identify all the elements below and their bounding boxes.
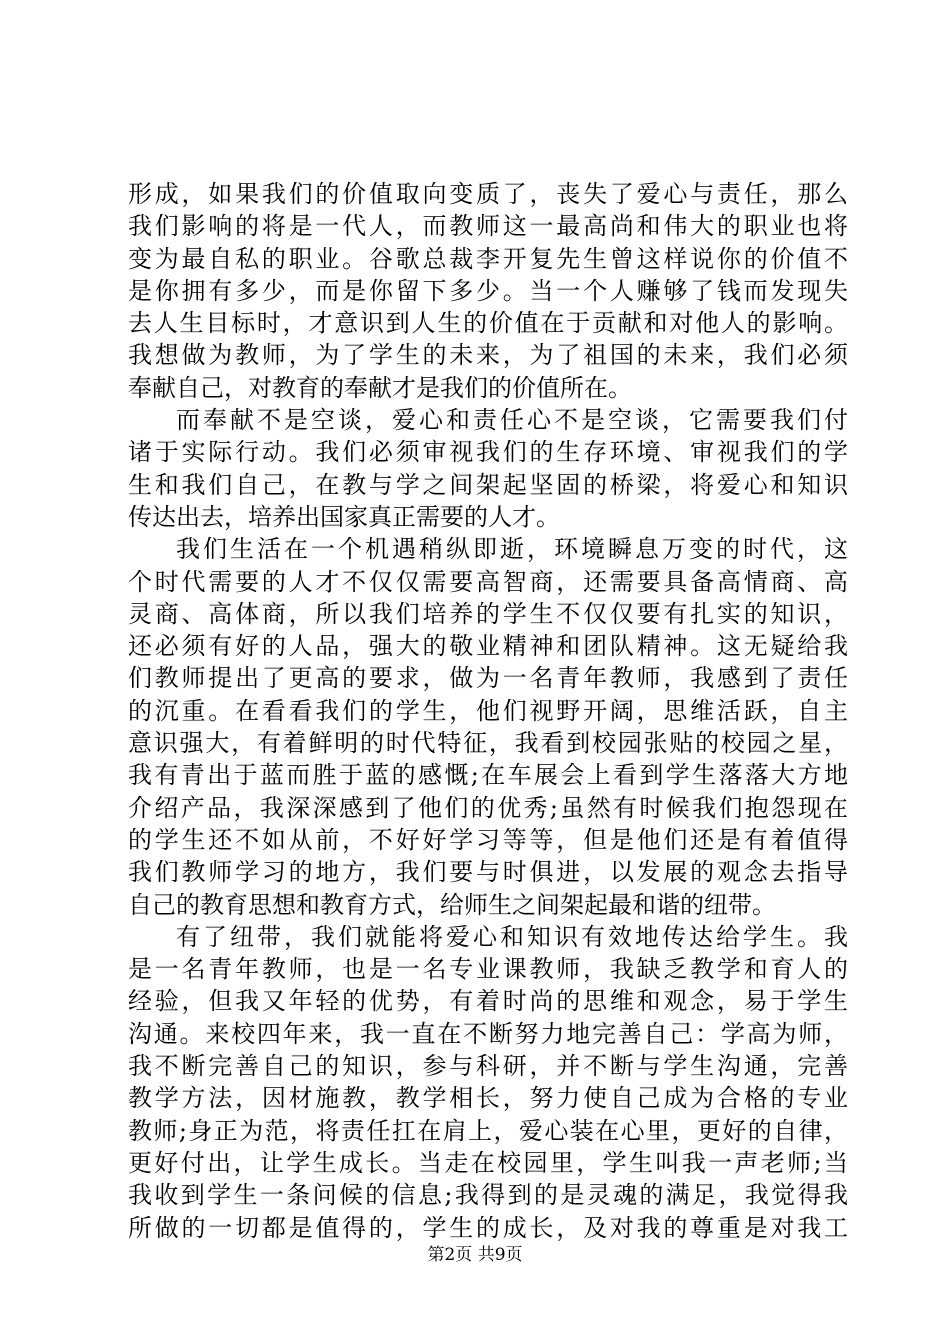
page-number-footer: 第2页 共9页 bbox=[427, 1245, 523, 1265]
text-line: 去人生目标时，才意识到人生的价值在于贡献和对他人的影响。 bbox=[128, 309, 848, 338]
text-line: 生和我们自己，在教与学之间架起坚固的桥梁，将爱心和知识 bbox=[128, 470, 848, 499]
text-line: 的沉重。在看看我们的学生，他们视野开阔，思维活跃，自主 bbox=[128, 696, 848, 725]
text-line: 教学方法，因材施教，教学相长，努力使自己成为合格的专业 bbox=[128, 1084, 848, 1113]
text-line: 诸于实际行动。我们必须审视我们的生存环境、审视我们的学 bbox=[128, 438, 848, 467]
text-line: 还必须有好的人品，强大的敬业精神和团队精神。这无疑给我 bbox=[128, 632, 848, 661]
text-line: 是一名青年教师，也是一名专业课教师，我缺乏教学和育人的 bbox=[128, 955, 848, 984]
text-line: 奉献自己，对教育的奉献才是我们的价值所在。 bbox=[128, 373, 632, 402]
text-line: 们教师提出了更高的要求，做为一名青年教师，我感到了责任 bbox=[128, 664, 848, 693]
text-line: 所做的一切都是值得的，学生的成长，及对我的尊重是对我工 bbox=[128, 1213, 848, 1242]
text-line: 我有青出于蓝而胜于蓝的感慨;在车展会上看到学生落落大方地 bbox=[128, 761, 848, 790]
text-line: 我想做为教师，为了学生的未来，为了祖国的未来，我们必须 bbox=[128, 341, 848, 370]
text-line: 我不断完善自己的知识，参与科研，并不断与学生沟通，完善 bbox=[128, 1052, 848, 1081]
text-line: 沟通。来校四年来，我一直在不断努力地完善自己：学高为师， bbox=[128, 1019, 848, 1048]
document-body bbox=[128, 178, 848, 1244]
text-line: 个时代需要的人才不仅仅需要高智商，还需要具备高情商、高 bbox=[128, 567, 848, 596]
text-line: 灵商、高体商，所以我们培养的学生不仅仅要有扎实的知识， bbox=[128, 599, 848, 628]
text-line: 我们教师学习的地方，我们要与时俱进，以发展的观念去指导 bbox=[128, 858, 848, 887]
paragraph-first-line: 而奉献不是空谈，爱心和责任心不是空谈，它需要我们付 bbox=[176, 406, 848, 435]
text-line: 介绍产品，我深深感到了他们的优秀;虽然有时候我们抱怨现在 bbox=[128, 793, 848, 822]
text-line: 变为最自私的职业。谷歌总裁李开复先生曾这样说你的价值不 bbox=[128, 244, 848, 273]
text-line: 的学生还不如从前，不好好学习等等，但是他们还是有着值得 bbox=[128, 825, 848, 854]
text-line: 教师;身正为范，将责任扛在肩上，爱心装在心里，更好的自律， bbox=[128, 1116, 848, 1145]
text-line: 意识强大，有着鲜明的时代特征，我看到校园张贴的校园之星， bbox=[128, 729, 848, 758]
text-line: 传达出去，培养出国家真正需要的人才。 bbox=[128, 502, 560, 531]
text-line: 自己的教育思想和教育方式，给师生之间架起最和谐的纽带。 bbox=[128, 890, 776, 919]
text-line: 是你拥有多少，而是你留下多少。当一个人赚够了钱而发现失 bbox=[128, 276, 848, 305]
text-line: 形成，如果我们的价值取向变质了，丧失了爱心与责任，那么 bbox=[128, 180, 848, 208]
text-line: 我收到学生一条问候的信息;我得到的是灵魂的满足，我觉得我 bbox=[128, 1181, 848, 1210]
paragraph-first-line: 有了纽带，我们就能将爱心和知识有效地传达给学生。我 bbox=[176, 922, 848, 951]
text-line: 我们影响的将是一代人，而教师这一最高尚和伟大的职业也将 bbox=[128, 212, 848, 241]
text-line: 更好付出，让学生成长。当走在校园里，学生叫我一声老师;当 bbox=[128, 1148, 848, 1177]
paragraph-first-line: 我们生活在一个机遇稍纵即逝，环境瞬息万变的时代，这 bbox=[176, 535, 848, 564]
text-line: 经验，但我又年轻的优势，有着时尚的思维和观念，易于学生 bbox=[128, 987, 848, 1016]
